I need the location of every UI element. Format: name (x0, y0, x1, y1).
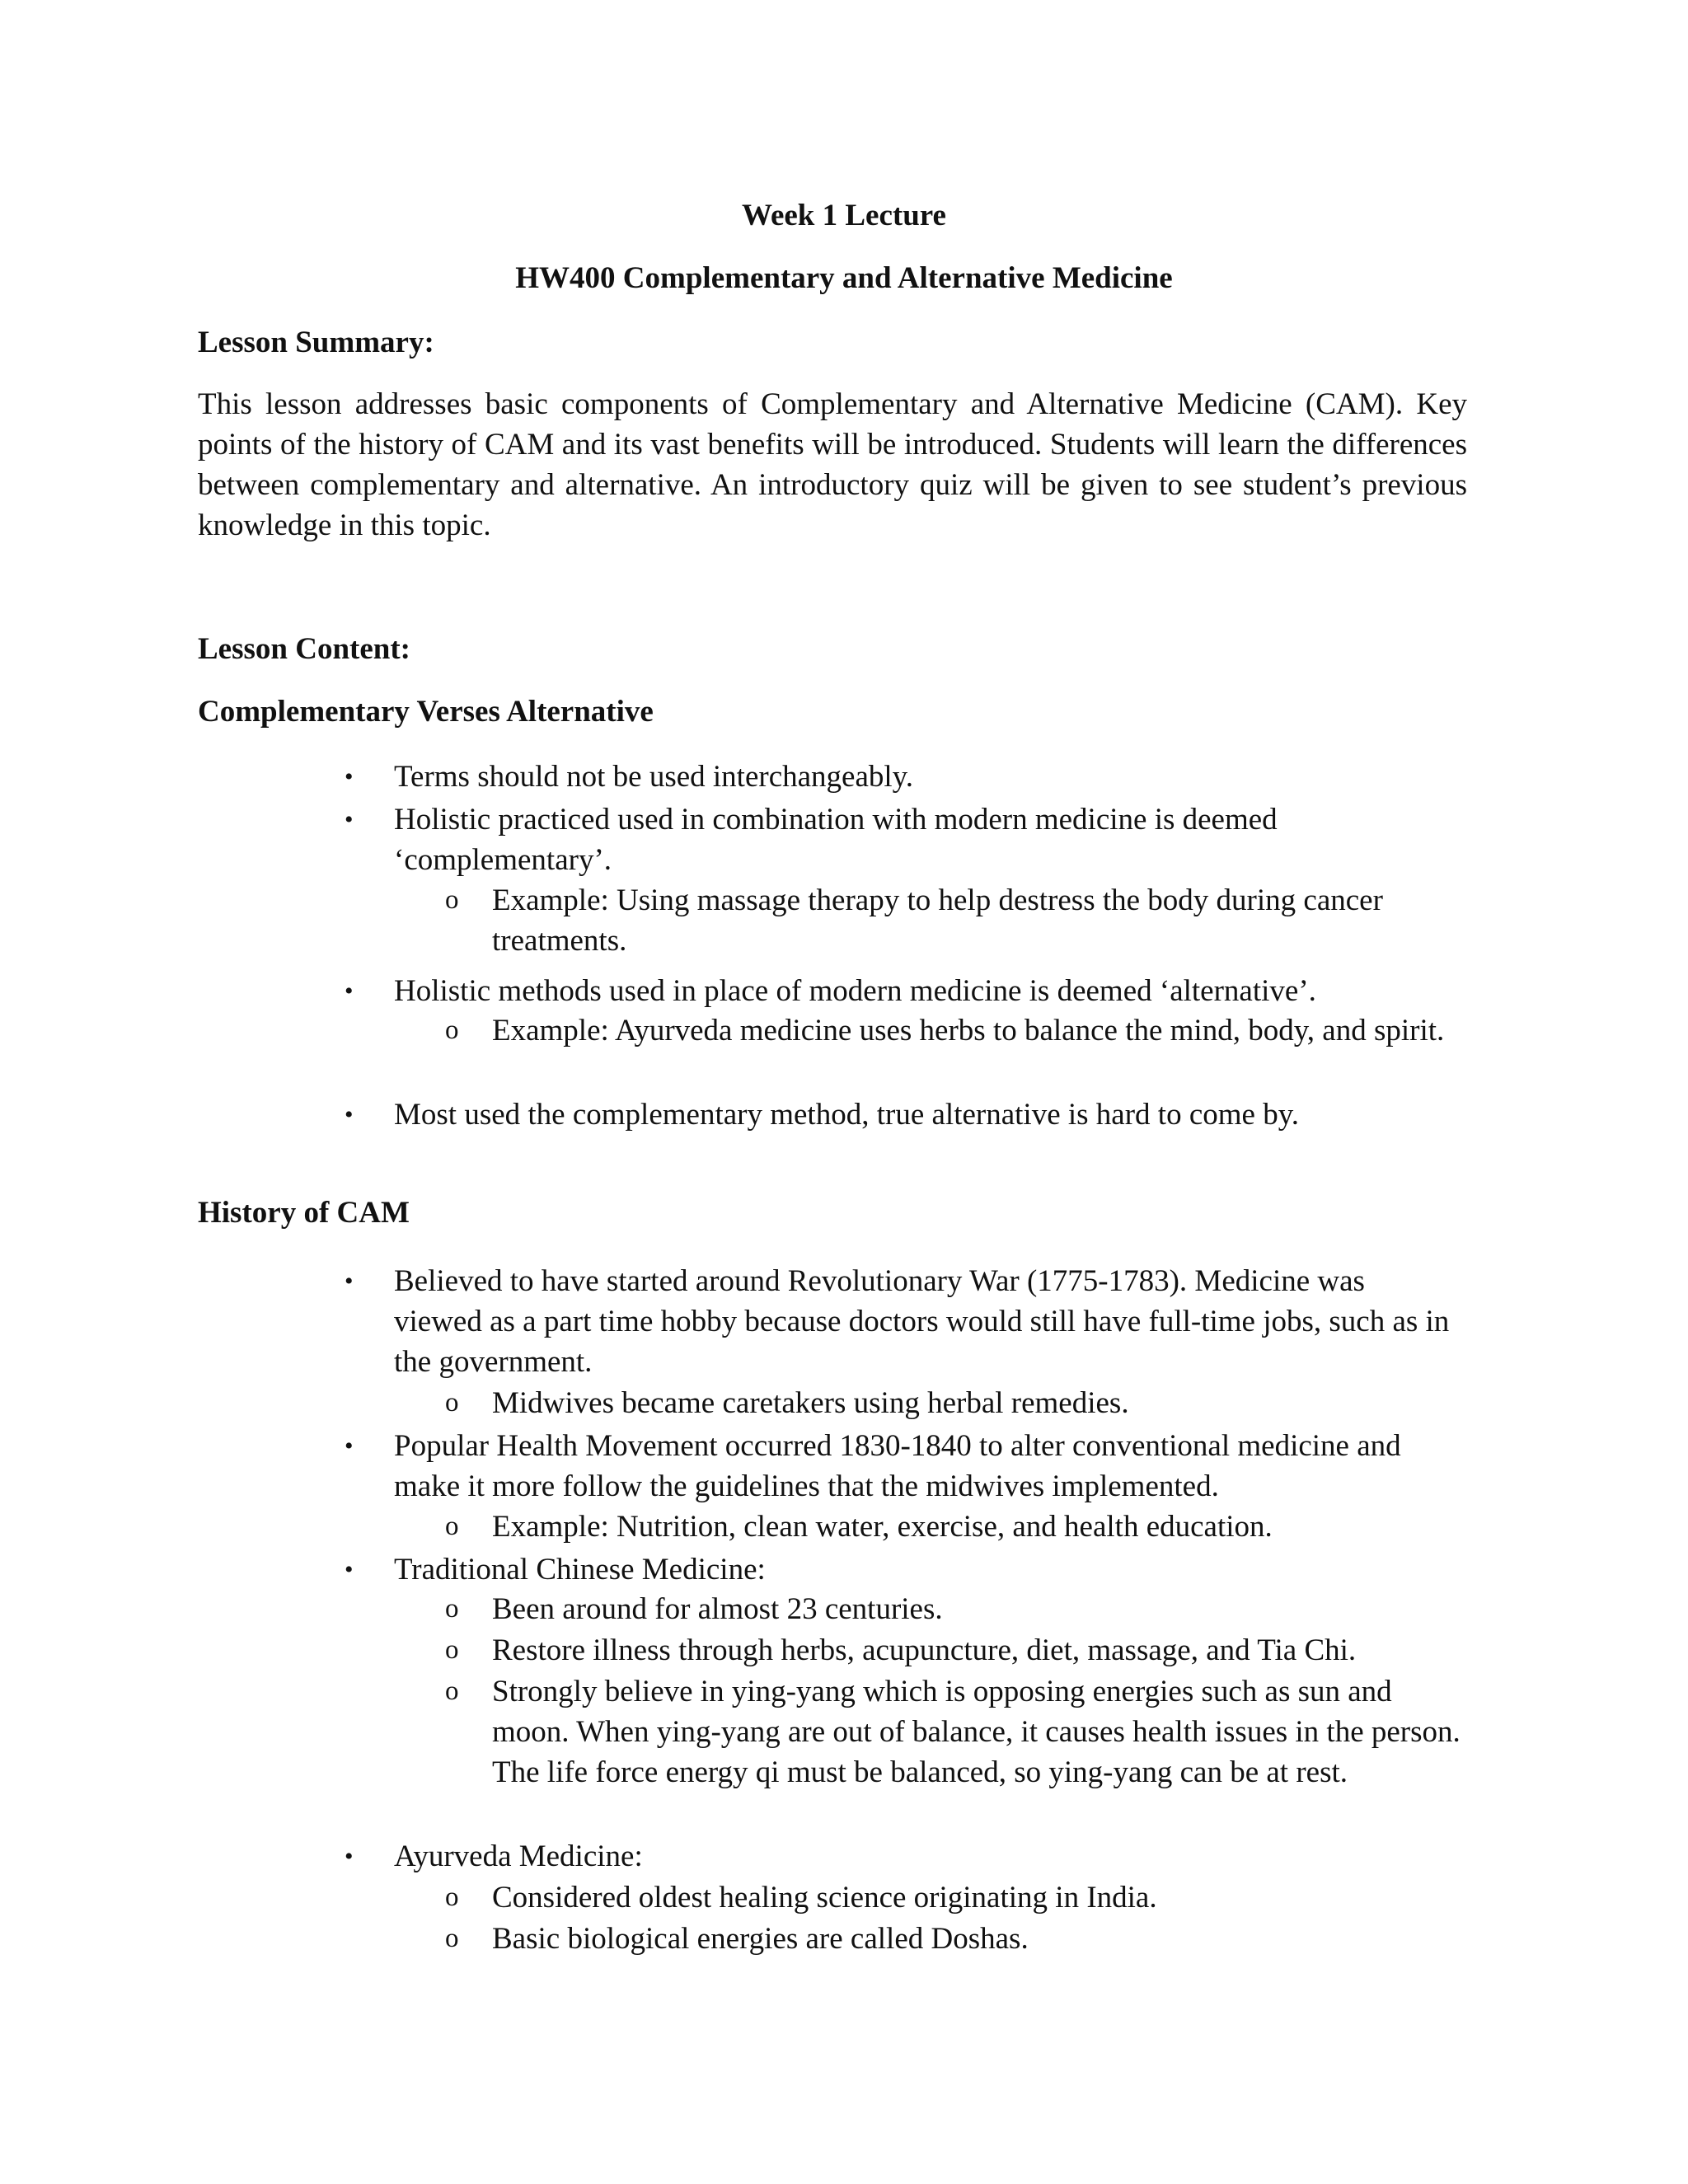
list-item (345, 971, 1457, 1011)
list-item (345, 799, 1457, 880)
sub-list-item-text: Example: Nutrition, clean water, exercise, and health education. (492, 1510, 1273, 1544)
sub-bullet-icon: o (445, 1511, 459, 1541)
list-item-text: Believed to have started around Revolutionary War (1775-1783). Medicine was viewed as a part time hobby because doctors would still have full-time jobs, such as in the government. (394, 1264, 1450, 1379)
list-item (345, 1549, 1457, 1590)
list-item (345, 1261, 1457, 1382)
list-item-text: Popular Health Movement occurred 1830-1840 to alter conventional medicine and make it more follow the guidelines that the midwives implemented. (394, 1429, 1401, 1503)
lesson-content-heading: Lesson Content: (198, 632, 410, 666)
bullet-icon: • (345, 1843, 354, 1870)
sub-list-item-text: Restore illness through herbs, acupuncture, diet, massage, and Tia Chi. (492, 1633, 1357, 1667)
sub-list-item-text: Midwives became caretakers using herbal remedies. (492, 1386, 1129, 1420)
list-item-text: Holistic methods used in place of modern medicine is deemed ‘alternative’. (394, 974, 1316, 1008)
sub-list-item (445, 1877, 1465, 1918)
sub-bullet-icon: o (445, 1635, 459, 1665)
list-item (345, 1836, 1457, 1877)
sub-bullet-icon: o (445, 1924, 459, 1953)
list-item (345, 1094, 1457, 1135)
sub-list-item (445, 880, 1465, 961)
sub-list-item (445, 1919, 1465, 1959)
bullet-icon: • (345, 1432, 354, 1460)
sub-list-item-text: Been around for almost 23 centuries. (492, 1592, 943, 1626)
bullet-icon: • (345, 1556, 354, 1583)
list-item-text: Holistic practiced used in combination with modern medicine is deemed ‘complementary’. (394, 803, 1278, 877)
course-title: HW400 Complementary and Alternative Medicine (515, 261, 1173, 295)
section-heading-complementary: Complementary Verses Alternative (198, 695, 654, 729)
sub-list-item (445, 1589, 1465, 1629)
sub-list-item-text: Basic biological energies are called Doshas. (492, 1922, 1029, 1956)
sub-bullet-icon: o (445, 885, 459, 915)
bullet-icon: • (345, 1268, 354, 1295)
bullet-icon: • (345, 977, 354, 1005)
sub-list-item (445, 1383, 1465, 1423)
page-title: Week 1 Lecture (742, 199, 946, 232)
list-item-text: Ayurveda Medicine: (394, 1840, 643, 1873)
sub-bullet-icon: o (445, 1882, 459, 1912)
sub-list-item-text: Considered oldest healing science originating in India. (492, 1881, 1157, 1915)
lesson-summary-heading: Lesson Summary: (198, 326, 434, 359)
sub-list-item-text: Example: Ayurveda medicine uses herbs to balance the mind, body, and spirit. (492, 1014, 1445, 1047)
sub-list-item-text: Strongly believe in ying-yang which is opposing energies such as sun and moon. When ying-yang are out of balance, it causes health issues in the person. The life force energy qi must be balanced, so ying-yang can be at rest. (492, 1675, 1461, 1789)
list-item-text: Most used the complementary method, true alternative is hard to come by. (394, 1098, 1300, 1132)
sub-bullet-icon: o (445, 1676, 459, 1706)
sub-bullet-icon: o (445, 1388, 459, 1418)
section-heading-history: History of CAM (198, 1196, 410, 1230)
sub-list-item-text: Example: Using massage therapy to help destress the body during cancer treatments. (492, 883, 1383, 958)
lesson-summary-text: This lesson addresses basic components of Complementary and Alternative Medicine (CAM). Key points of the history of CAM and its vast benefits will be introduced. Students will learn the differences between complementary and alternative. An introductory quiz will be given to see student’s previous knowledge in this topic. (198, 387, 1467, 542)
bullet-icon: • (345, 806, 354, 833)
sub-list-item (445, 1630, 1465, 1671)
bullet-icon: • (345, 763, 354, 790)
sub-bullet-icon: o (445, 1594, 459, 1624)
list-item (345, 1426, 1457, 1507)
sub-bullet-icon: o (445, 1015, 459, 1045)
list-item-text: Traditional Chinese Medicine: (394, 1553, 766, 1586)
sub-list-item (445, 1507, 1465, 1547)
sub-list-item (445, 1010, 1465, 1051)
list-item (345, 757, 1457, 797)
bullet-icon: • (345, 1101, 354, 1128)
list-item-text: Terms should not be used interchangeably. (394, 760, 914, 794)
sub-list-item (445, 1671, 1465, 1793)
